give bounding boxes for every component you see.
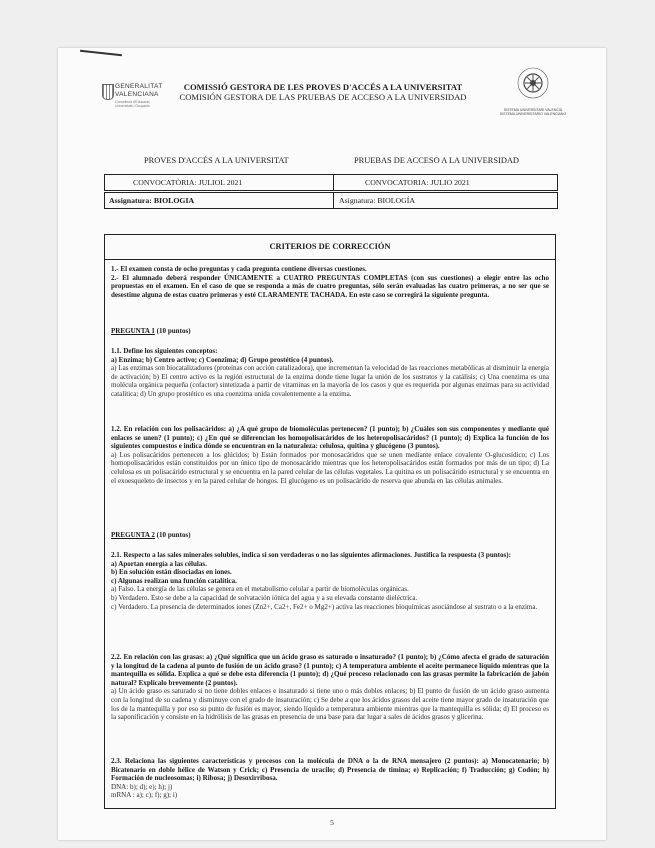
q1-2-prompt: 1.2. En relación con los polisacáridos: a) ¿A qué grupo de biomoléculas pertenecen? (1 punto); b) ¿Cuáles son sus componentes y mediante qué enlaces se unen? (1 punto); c) ¿En qué se diferencian los homopolisacáridos de los heteropolisacáridos? (1 punto); d) Explica la función de los siguientes compuestos e indica dónde se encuentran en la naturaleza: celulosa, quitina y glucógeno (3 puntos). (111, 425, 549, 451)
question-1-2 (111, 425, 549, 485)
exam-page (58, 48, 606, 840)
q2-2-answer: a) Un ácido graso es saturado si no tiene dobles enlaces e insaturado si tiene uno o más dobles enlaces; b) El punto de fusión de un ácido graso aumenta con la longitud de su cadena y disminuye con el grado de insaturación; c) Se debe a que los ácidos grasos del aceite tiene mayor grado de insaturación que los de la mantequilla y por eso su punto de fusión es mayor, siendo líquido a temperatura ambiente mientras que la mantequilla es sólida; d) El proceso es la saponificación y consiste en la hidrólisis de las grasas en presencia de una base para dar lugar a sales de ácidos grasos y glicerina. (111, 687, 549, 722)
rule-1: 1.- El examen consta de ocho preguntas y cada pregunta contiene diversas cuestiones. (111, 265, 367, 273)
q1-1-answer: a) Las enzimas son biocatalizadores (proteínas con acción catalizadora), que incrementan la velocidad de las reacciones metabólicas al disminuir la energía de activación; b) El centro activo es la región estructural de la enzima donde tiene lugar la unión de los sustratos y la catálisis; c) Una coenzima es una molécula orgánica pequeña (cofactor) sintetizada a partir de vitaminas en la mayoría de los casos y que es requerida por algunas enzimas para su actividad catalítica; d) Un grupo prostético es una coenzima unida covalentemente a la enzima. (111, 364, 549, 398)
title-spanish: COMISIÓN GESTORA DE LAS PRUEBAS DE ACCESO A LA UNIVERSIDAD (179, 92, 467, 102)
commission-title (168, 82, 478, 102)
q1-points: (10 puntos) (154, 327, 191, 335)
q2-3-dna: DNA: b); d); e); h); j) (111, 782, 173, 791)
q2-3-prompt: 2.3. Relaciona las siguientes características y procesos con la molécula de DNA o la de RNA mensajero (2 puntos): a) Monocatenario; b) Bicatenario en doble hélice de Watson y Crick; c) Presencia de uracilo; d) Presencia de timina; e) Replicación; f) Traducción; g) Codón; h) Formación de nucleosomas; i) Ribosa; j) Desoxirribosa. (111, 757, 549, 783)
siuv-logo (478, 66, 588, 116)
criteria-title: CRITERIOS DE CORRECCIÓN (269, 242, 391, 251)
question-2-3 (111, 757, 549, 800)
generalitat-subtitle: Conselleria d'Educació, Universitats i Ocupació (115, 100, 151, 109)
question-2-1 (111, 551, 549, 611)
convocatoria-spanish: CONVOCATORIA: JULIO 2021 (365, 178, 470, 187)
q2-1-option-b: b) En solución están disociadas en iones. (111, 568, 232, 577)
asignatura-valencian: Assignatura: BIOLOGIA (109, 196, 195, 205)
page-number: 5 (330, 818, 334, 827)
asignatura-spanish: Asignatura: BIOLOGÍA (339, 196, 416, 205)
heading-valencian: PROVES D'ACCÉS A LA UNIVERSITAT (144, 156, 289, 165)
q1-1-items: a) Enzima; b) Centro activo; c) Coenzima; d) Grupo prostético (4 puntos). (111, 355, 334, 364)
question-1-1 (111, 347, 549, 399)
general-rules (111, 265, 549, 299)
rule-2: 2.- El alumnado deberá responder ÚNICAMENTE a CUATRO PREGUNTAS COMPLETAS (con sus cuestiones) a elegir entre las ocho propuestas en el examen. En el caso de que se responda a más de cuatro preguntas, sólo serán evaluadas las cuatro primeras, a no ser que se desestime alguna de estas cuatro primeras y esté CLARAMENTE TACHADA. En este caso se corregirá la siguiente pregunta. (111, 273, 549, 299)
q1-2-answer: a) Los polisacáridos pertenecen a los glúcidos; b) Están formados por monosacáridos que se unen mediante enlace covalente O-glucosídico; c) Los homopolisacáridos están constituidos por un único tipo de monosacárido mientras que los heteropolisacáridos están formados por más de un tipo; d) La celulosa es un polisacárido estructural y se encuentra en la pared celular de las células vegetales. La quitina es un polisacárido estructural y se encuentra en el exoesqueleto de insectos y en la pared celular de hongos. El glucógeno es un polisacárido de reserva que abunda en las células animales. (111, 450, 549, 485)
question-2-heading (111, 531, 549, 540)
generalitat-name: GENERALITAT VALENCIANA (115, 83, 163, 98)
heading-spanish: PRUEBAS DE ACCESO A LA UNIVERSIDAD (354, 156, 519, 165)
convocatoria-valencian: CONVOCATÒRIA: JULIOL 2021 (133, 178, 243, 187)
q1-title: PREGUNTA 1 (111, 327, 155, 335)
criteria-box (104, 234, 556, 809)
q2-title: PREGUNTA 2 (111, 531, 155, 539)
q2-1-answer-c: c) Verdadero. La presencia de determinados iones (Zn2+, Ca2+, Fe2+ o Mg2+) activa las reacciones bioquímicas asociándose al sustrato o a la enzima. (111, 602, 538, 611)
q2-1-option-c: c) Algunas realizan una función catalítica. (111, 576, 237, 585)
siuv-text: SISTEMA UNIVERSITARI VALENCIÀ SISTEMA UNIVERSITARIO VALENCIANO (499, 108, 567, 117)
q2-3-mrna: mRNA : a); c); f); g); i) (111, 791, 178, 800)
q2-2-prompt: 2.2. En relación con las grasas: a) ¿Qué significa que un ácido graso es saturado o insaturado? (1 punto); b) ¿Cómo afecta el grado de saturación y la longitud de la cadena al punto de fusión de un ácido graso? (1 punto); c) A temperatura ambiente el aceite permanece líquido mientras que la mantequilla es sólida. Explica a qué se debe esta diferencia (1 punto); d) ¿Qué proceso relacionado con las grasas permite la fabricación de jabón natural? Explícalo brevemente (2 puntos). (111, 653, 549, 687)
asignatura-row (104, 192, 558, 209)
question-2-2 (111, 653, 549, 722)
q2-points: (10 puntos) (154, 531, 191, 539)
q2-1-answer-a: a) Falso. La energía de las células se genera en el metabolismo celular a partir de biomoléculas orgánicas. (111, 585, 409, 594)
q2-1-answer-b: b) Verdadero. Esto se debe a la capacidad de solvatación iónica del agua y a su elevada constante dieléctrica. (111, 593, 418, 602)
title-valencian: COMISSIÓ GESTORA DE LES PROVES D'ACCÉS A LA UNIVERSITAT (183, 82, 463, 92)
q1-1-prompt: 1.1. Define los siguientes conceptos: (111, 347, 218, 355)
siuv-emblem-icon (516, 66, 550, 100)
generalitat-logo (102, 82, 164, 122)
pen-mark (80, 50, 122, 56)
q2-1-prompt: 2.1. Respecto a las sales minerales solubles, indica si son verdaderas o no las siguientes afirmaciones. Justifica la respuesta (3 puntos): (111, 551, 511, 559)
convocatoria-row (104, 174, 558, 191)
question-1-heading (111, 327, 549, 336)
shield-icon (102, 84, 114, 100)
q2-1-option-a: a) Aportan energía a las células. (111, 559, 207, 568)
